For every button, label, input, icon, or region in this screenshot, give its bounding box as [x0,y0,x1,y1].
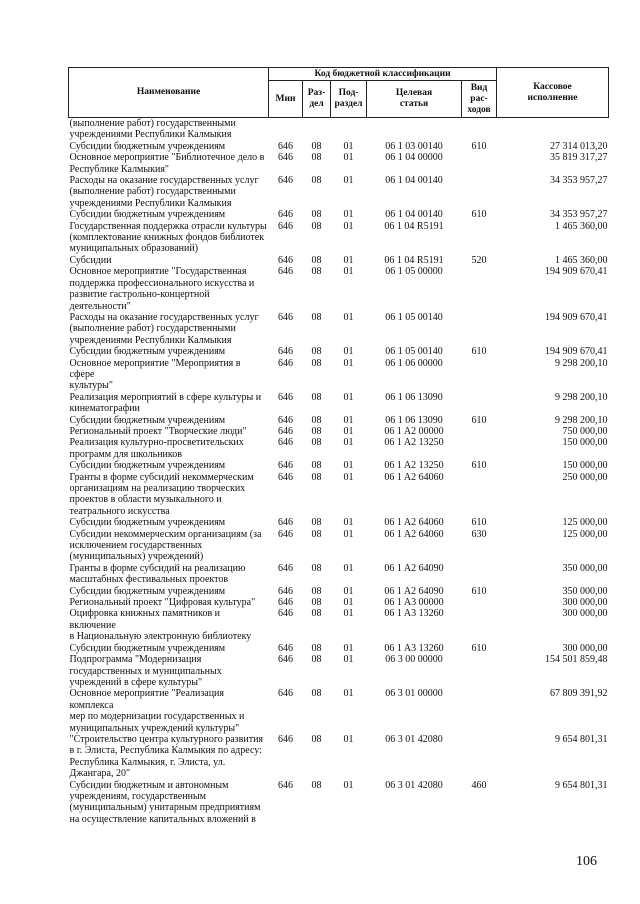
row-name: Гранты в форме субсидий на реализацию масштабных фестивальных проектов [69,562,246,586]
row-amount: 125 000,00 [562,528,608,540]
row-amount: 300 000,00 [562,608,608,620]
row-podrazdel: 01 [343,266,354,278]
row-min: 646 [278,414,293,426]
row-amount: 1 465 360,00 [555,220,608,232]
row-razdel: 08 [311,209,322,221]
row-statya: 06 1 06 13090 [385,414,443,426]
row-podrazdel: 01 [343,254,354,266]
row-razdel: 08 [311,391,322,403]
header-razdel: Раз- дел [303,81,331,118]
row-podrazdel: 01 [343,209,354,221]
row-podrazdel: 01 [343,517,354,529]
table-row [69,141,609,152]
row-name: Субсидии бюджетным учреждениям [69,585,226,597]
row-name: (выполнение работ) государственными учреждениями Республики Калмыкия [69,118,236,141]
row-vid [462,608,497,642]
row-razdel: 08 [311,460,322,472]
row-min: 646 [278,357,293,369]
row-podrazdel: 01 [343,597,354,609]
row-name: Основное мероприятие "Реализация комплекса мер по модернизации государственных и муниципальных учреждений культуры" [69,688,245,734]
row-podrazdel: 01 [343,779,354,791]
row-name: Расходы на оказание государственных услуг (выполнение работ) государственными учреждениями Республики Калмыкия [69,175,259,209]
row-name: Субсидии [69,254,112,266]
row-razdel: 08 [311,779,322,791]
row-min: 646 [278,733,293,745]
row-podrazdel: 01 [343,608,354,620]
row-razdel: 08 [311,528,322,540]
row-vid [462,221,497,255]
row-min: 646 [278,209,293,221]
row-vid: 610 [471,585,487,597]
table-row [69,346,609,357]
row-vid [462,426,497,437]
row-min: 646 [278,585,293,597]
row-amount: 27 314 013,20 [550,140,608,152]
row-podrazdel: 01 [343,357,354,369]
table-row [69,209,609,220]
row-razdel: 08 [311,597,322,609]
row-podrazdel: 01 [343,437,354,449]
row-razdel [303,118,331,141]
row-min: 646 [278,517,293,529]
row-vid [462,266,497,312]
row-amount: 9 298 200,10 [555,391,608,403]
header-podrazdel: Под- раздел [331,81,367,118]
table-row [69,586,609,597]
row-min: 646 [278,528,293,540]
row-amount: 350 000,00 [562,585,608,597]
row-name: Субсидии бюджетным учреждениям [69,517,226,529]
row-name: Подпрограмма "Модернизация государственных и муниципальных учреждений в сфере культуры" [69,654,222,688]
row-podrazdel: 01 [343,220,354,232]
row-min: 646 [278,140,293,152]
header-statya: Целевая статья [367,81,462,118]
row-vid [462,734,497,780]
row-podrazdel: 01 [343,140,354,152]
table-row [69,221,609,255]
table-row [69,426,609,437]
row-min: 646 [278,471,293,483]
row-statya: 06 1 A2 64060 [384,517,444,529]
row-statya: 06 3 01 42080 [385,779,443,791]
row-vid [462,437,497,460]
table-row [69,437,609,460]
row-podrazdel: 01 [343,471,354,483]
row-razdel: 08 [311,266,322,278]
row-name: Субсидии бюджетным учреждениям [69,460,226,472]
row-min: 646 [278,597,293,609]
table-row [69,358,609,392]
row-statya: 06 1 A2 13250 [384,437,444,449]
table-row [69,734,609,780]
row-name: Основное мероприятие "Мероприятия в сфере культуры" [69,357,241,392]
row-podrazdel: 01 [343,654,354,666]
row-statya: 06 1 A2 64060 [384,471,444,483]
row-podrazdel: 01 [343,562,354,574]
row-vid: 610 [471,642,487,654]
row-amount: 9 654 801,31 [555,779,608,791]
row-statya: 06 1 03 00140 [385,140,443,152]
row-vid [462,312,497,346]
table-row [69,654,609,688]
row-razdel: 08 [311,311,322,323]
row-razdel: 08 [311,175,322,187]
row-razdel: 08 [311,152,322,164]
row-statya: 06 1 05 00000 [385,266,443,278]
row-podrazdel: 01 [343,460,354,472]
row-statya: 06 1 06 00000 [385,357,443,369]
row-razdel: 08 [311,140,322,152]
row-podrazdel [331,118,367,141]
row-min: 646 [278,346,293,358]
row-min: 646 [278,460,293,472]
row-razdel: 08 [311,642,322,654]
table-row [69,266,609,312]
row-amount: 250 000,00 [562,471,608,483]
row-name: "Строительство центра культурного развития в г. Элиста, Республика Калмыкия по адресу: Республика Калмыкия, г. Элиста, ул. Джангара, 20" [69,733,264,780]
row-podrazdel: 01 [343,346,354,358]
row-vid: 610 [471,346,487,358]
row-podrazdel: 01 [343,311,354,323]
row-razdel: 08 [311,357,322,369]
row-vid [462,472,497,518]
row-vid [462,118,497,141]
row-statya: 06 1 A2 13250 [384,460,444,472]
row-statya: 06 1 A2 64060 [384,528,444,540]
row-min: 646 [278,688,293,700]
row-razdel: 08 [311,414,322,426]
row-min: 646 [278,254,293,266]
row-amount: 350 000,00 [562,562,608,574]
row-min: 646 [278,266,293,278]
row-podrazdel: 01 [343,175,354,187]
row-statya: 06 1 04 R5191 [384,220,444,232]
table-row [69,608,609,642]
table-row [69,415,609,426]
budget-table [68,67,609,825]
row-name: Субсидии бюджетным учреждениям [69,140,226,152]
row-razdel: 08 [311,654,322,666]
row-min [269,118,303,141]
row-name: Региональный проект "Творческие люди" [69,425,247,437]
row-razdel: 08 [311,688,322,700]
table-row [69,597,609,608]
row-podrazdel: 01 [343,688,354,700]
row-name: Основное мероприятие "Библиотечное дело в Республике Калмыкия" [69,152,265,175]
row-vid: 610 [471,209,487,221]
row-min: 646 [278,220,293,232]
row-amount: 194 909 670,41 [545,311,608,323]
header-vid: Вид рас- ходов [462,81,497,118]
table-row [69,118,609,141]
row-razdel: 08 [311,562,322,574]
row-vid: 460 [471,779,487,791]
row-podrazdel: 01 [343,391,354,403]
table-row [69,529,609,563]
row-name: Региональный проект "Цифровая культура" [69,597,256,609]
row-min: 646 [278,391,293,403]
table-row [69,255,609,266]
row-statya: 06 1 05 00140 [385,311,443,323]
row-vid [462,152,497,175]
header-kass: Кассовое исполнение [497,68,609,118]
row-statya: 06 1 A3 13260 [384,642,444,654]
row-name: Гранты в форме субсидий некоммерческим организациям на реализацию творческих проектов в области музыкального и театрального искусства [69,471,254,517]
row-amount [497,118,609,141]
row-min: 646 [278,779,293,791]
page-number: 106 [576,854,597,869]
table-header [69,68,609,118]
row-statya: 06 1 06 13090 [385,391,443,403]
row-name: Субсидии некоммерческим организациям (за исключением государственных (муниципальных) учреждений) [69,528,262,563]
row-amount: 9 298 200,10 [555,414,608,426]
row-vid: 610 [471,517,487,529]
row-vid: 610 [471,140,487,152]
row-amount: 194 909 670,41 [545,266,608,278]
row-razdel: 08 [311,220,322,232]
table-body [69,118,609,826]
row-podrazdel: 01 [343,528,354,540]
row-vid [462,392,497,415]
table-row [69,688,609,734]
row-statya: 06 1 A3 00000 [384,597,444,609]
row-name: Субсидии бюджетным учреждениям [69,346,226,358]
row-min: 646 [278,175,293,187]
row-amount: 9 654 801,31 [555,733,608,745]
row-vid [462,175,497,209]
row-amount: 150 000,00 [562,437,608,449]
row-name: Реализация мероприятий в сфере культуры и кинематографии [69,391,262,415]
row-vid: 610 [471,414,487,426]
row-amount: 34 353 957,27 [550,175,608,187]
row-statya: 06 1 A2 00000 [384,425,444,437]
row-statya: 06 1 04 00140 [385,175,443,187]
row-name: Расходы на оказание государственных услуг (выполнение работ) государственными учреждениями Республики Калмыкия [69,311,259,346]
row-amount: 300 000,00 [562,642,608,654]
row-name: Субсидии бюджетным учреждениям [69,642,226,654]
row-podrazdel: 01 [343,733,354,745]
row-min: 646 [278,152,293,164]
row-podrazdel: 01 [343,414,354,426]
row-razdel: 08 [311,254,322,266]
row-min: 646 [278,311,293,323]
row-name: Государственная поддержка отрасли культуры (комплектование книжных фондов библиотек муниципальных образований) [69,220,267,255]
row-amount: 67 809 391,92 [550,688,608,700]
table-row [69,312,609,346]
row-min: 646 [278,642,293,654]
row-razdel: 08 [311,425,322,437]
table-row [69,563,609,586]
row-statya: 06 1 A2 64090 [384,585,444,597]
row-podrazdel: 01 [343,152,354,164]
row-amount: 1 465 360,00 [555,254,608,266]
row-min: 646 [278,437,293,449]
row-statya: 06 1 A3 13260 [384,608,444,620]
row-name: Основное мероприятие "Государственная поддержка профессионального искусства и развитие гастрольно-концертной деятельности" [69,266,255,312]
table-row [69,392,609,415]
row-amount: 750 000,00 [562,425,608,437]
row-min: 646 [278,608,293,620]
row-name: Субсидии бюджетным учреждениям [69,414,226,426]
row-vid: 610 [471,460,487,472]
row-vid [462,654,497,688]
table-row [69,175,609,209]
table-row [69,472,609,518]
row-podrazdel: 01 [343,585,354,597]
table-row [69,460,609,471]
row-name: Субсидии бюджетным учреждениям [69,209,226,221]
row-amount: 194 909 670,41 [545,346,608,358]
row-vid: 520 [471,254,487,266]
row-statya: 06 1 05 00140 [385,346,443,358]
row-name: Реализация культурно-просветительских программ для школьников [69,437,244,460]
header-name: Наименование [69,68,269,118]
row-razdel: 08 [311,608,322,620]
row-razdel: 08 [311,517,322,529]
table-row [69,780,609,826]
row-vid: 630 [471,528,487,540]
row-statya: 06 1 04 R5191 [384,254,444,266]
table-row [69,643,609,654]
row-razdel: 08 [311,733,322,745]
row-statya [367,118,462,141]
row-podrazdel: 01 [343,642,354,654]
row-razdel: 08 [311,346,322,358]
row-razdel: 08 [311,471,322,483]
row-amount: 125 000,00 [562,517,608,529]
row-statya: 06 1 A2 64090 [384,562,444,574]
header-min: Мин [269,81,303,118]
table-row [69,517,609,528]
header-kbk: Код бюджетной классификации [269,68,497,81]
row-min: 646 [278,425,293,437]
row-razdel: 08 [311,437,322,449]
row-razdel: 08 [311,585,322,597]
row-amount: 300 000,00 [562,597,608,609]
row-statya: 06 3 01 00000 [385,688,443,700]
row-statya: 06 1 04 00000 [385,152,443,164]
row-amount: 35 819 317,27 [550,152,608,164]
row-name: Субсидии бюджетным и автономным учреждениям, государственным (муниципальным) унитарным предприятиям на осуществление капитальных вложений в [69,779,261,825]
row-statya: 06 3 01 42080 [385,733,443,745]
row-min: 646 [278,654,293,666]
row-min: 646 [278,562,293,574]
table-row [69,152,609,175]
row-statya: 06 1 04 00140 [385,209,443,221]
row-vid [462,688,497,734]
row-amount: 9 298 200,10 [555,357,608,369]
row-name: Оцифровка книжных памятников и включение в Национальную электронную библиотеку [69,608,252,643]
row-statya: 06 3 00 00000 [385,654,443,666]
row-amount: 34 353 957,27 [550,209,608,221]
row-amount: 154 501 859,48 [545,654,608,666]
row-amount: 150 000,00 [562,460,608,472]
row-vid [462,597,497,608]
row-vid [462,358,497,392]
row-vid [462,563,497,586]
row-podrazdel: 01 [343,425,354,437]
